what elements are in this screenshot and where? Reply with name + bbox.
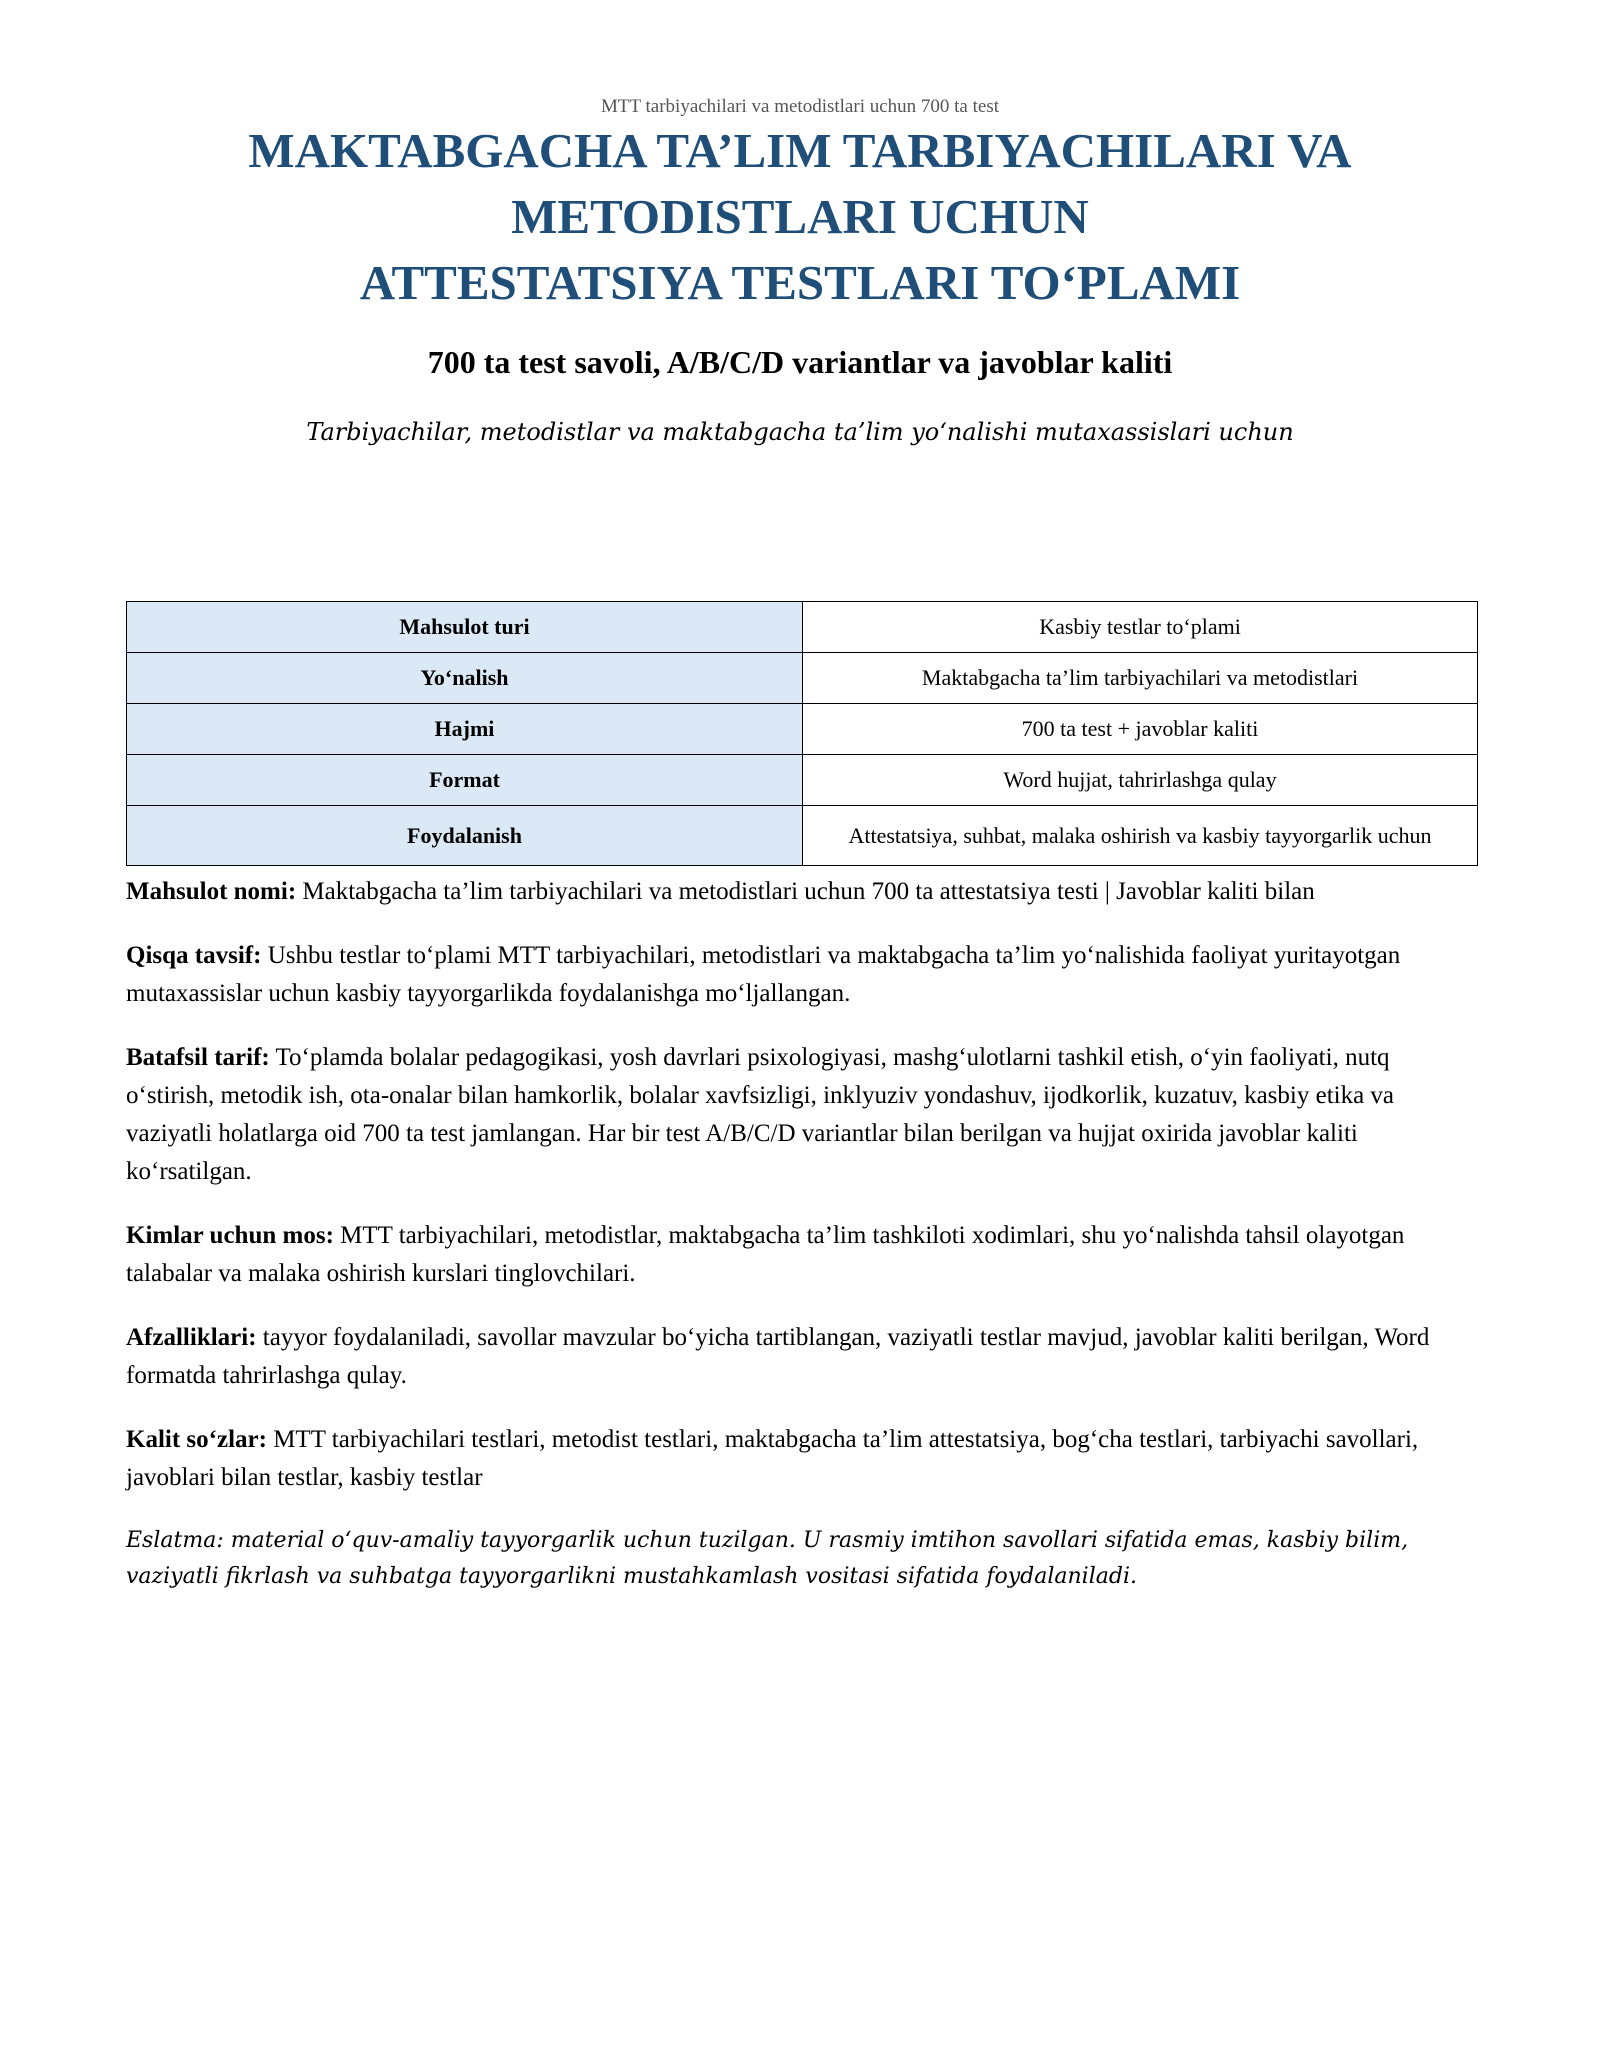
title-line-1: MAKTABGACHA TA’LIM TARBIYACHILARI VA xyxy=(248,123,1352,178)
section-label: Batafsil tarif: xyxy=(126,1044,270,1071)
section-text: Maktabgacha ta’lim tarbiyachilari va metodistlari uchun 700 ta attestatsiya testi | Javoblar kaliti bilan xyxy=(296,878,1315,905)
table-row xyxy=(127,602,1478,653)
table-value-cell: Kasbiy testlar to‘plami xyxy=(803,602,1478,653)
section-label: Kimlar uchun mos: xyxy=(126,1222,334,1249)
table-label-cell: Foydalanish xyxy=(127,806,803,866)
section-label: Mahsulot nomi: xyxy=(126,878,297,905)
section-advantages xyxy=(126,1319,1478,1395)
section-detailed-description xyxy=(126,1039,1478,1191)
section-text: MTT tarbiyachilari, metodistlar, maktabgacha ta’lim tashkiloti xodimlari, shu yo‘nalishda tahsil olayotgan talabalar va malaka oshirish kurslari tinglovchilari. xyxy=(126,1222,1405,1287)
subtitle: 700 ta test savoli, A/B/C/D variantlar va javoblar kaliti xyxy=(427,344,1173,380)
table-row xyxy=(127,653,1478,704)
title-line-3: ATTESTATSIYA TESTLARI TO‘PLAMI xyxy=(359,255,1241,310)
section-product-name xyxy=(126,873,1478,911)
product-description xyxy=(126,873,1478,1621)
title-line-2: METODISTLARI UCHUN xyxy=(511,189,1089,244)
table-label-cell: Format xyxy=(127,755,803,806)
table-row xyxy=(127,704,1478,755)
section-label: Qisqa tavsif: xyxy=(126,942,262,969)
section-target-audience xyxy=(126,1217,1478,1293)
section-keywords xyxy=(126,1421,1478,1497)
section-text: To‘plamda bolalar pedagogikasi, yosh davrlari psixologiyasi, mashg‘ulotlarni tashkil etish, o‘yin faoliyati, nutq o‘stirish, metodik ish, ota-onalar bilan hamkorlik, bolalar xavfsizligi, inklyuziv yondashuv, ijodkorlik, kuzatuv, kasbiy etika va vaziyatli holatlarga oid 700 ta test jamlangan. Har bir test A/B/C/D variantlar bilan berilgan va hujjat oxirida javoblar kaliti ko‘rsatilgan. xyxy=(126,1044,1395,1185)
section-text: Ushbu testlar to‘plami MTT tarbiyachilari, metodistlari va maktabgacha ta’lim yo‘nalishida faoliyat yuritayotgan mutaxassislar uchun kasbiy tayyorgarlikda foydalanishga mo‘ljallangan. xyxy=(126,942,1401,1007)
table-row xyxy=(127,806,1478,866)
section-text: MTT tarbiyachilari testlari, metodist testlari, maktabgacha ta’lim attestatsiya, bog‘cha testlari, tarbiyachi savollari, javoblari bilan testlar, kasbiy testlar xyxy=(126,1426,1419,1491)
section-label: Afzalliklari: xyxy=(126,1324,257,1351)
table-value-cell: Word hujjat, tahrirlashga qulay xyxy=(803,755,1478,806)
table-label-cell: Hajmi xyxy=(127,704,803,755)
product-info-table xyxy=(126,601,1478,866)
tagline: Tarbiyachilar, metodistlar va maktabgacha ta’lim yo‘nalishi mutaxassislari uchun xyxy=(306,418,1294,446)
table-label-cell: Mahsulot turi xyxy=(127,602,803,653)
table-value-cell: Maktabgacha ta’lim tarbiyachilari va metodistlari xyxy=(803,653,1478,704)
page-title xyxy=(150,118,1450,316)
section-short-description xyxy=(126,937,1478,1013)
table-value-cell: Attestatsiya, suhbat, malaka oshirish va kasbiy tayyorgarlik uchun xyxy=(803,806,1478,866)
note-paragraph: Eslatma: material o‘quv-amaliy tayyorgarlik uchun tuzilgan. U rasmiy imtihon savollari sifatida emas, kasbiy bilim, vaziyatli fikrlash va suhbatga tayyorgarlikni mustahkamlash vositasi sifatida foydalaniladi. xyxy=(126,1528,1409,1589)
section-label: Kalit so‘zlar: xyxy=(126,1426,267,1453)
section-text: tayyor foydalaniladi, savollar mavzular bo‘yicha tartiblangan, vaziyatli testlar mavjud, javoblar kaliti berilgan, Word formatda tahrirlashga qulay. xyxy=(126,1324,1430,1389)
running-header: MTT tarbiyachilari va metodistlari uchun 700 ta test xyxy=(600,96,1000,117)
table-label-cell: Yo‘nalish xyxy=(127,653,803,704)
table-row xyxy=(127,755,1478,806)
table-value-cell: 700 ta test + javoblar kaliti xyxy=(803,704,1478,755)
